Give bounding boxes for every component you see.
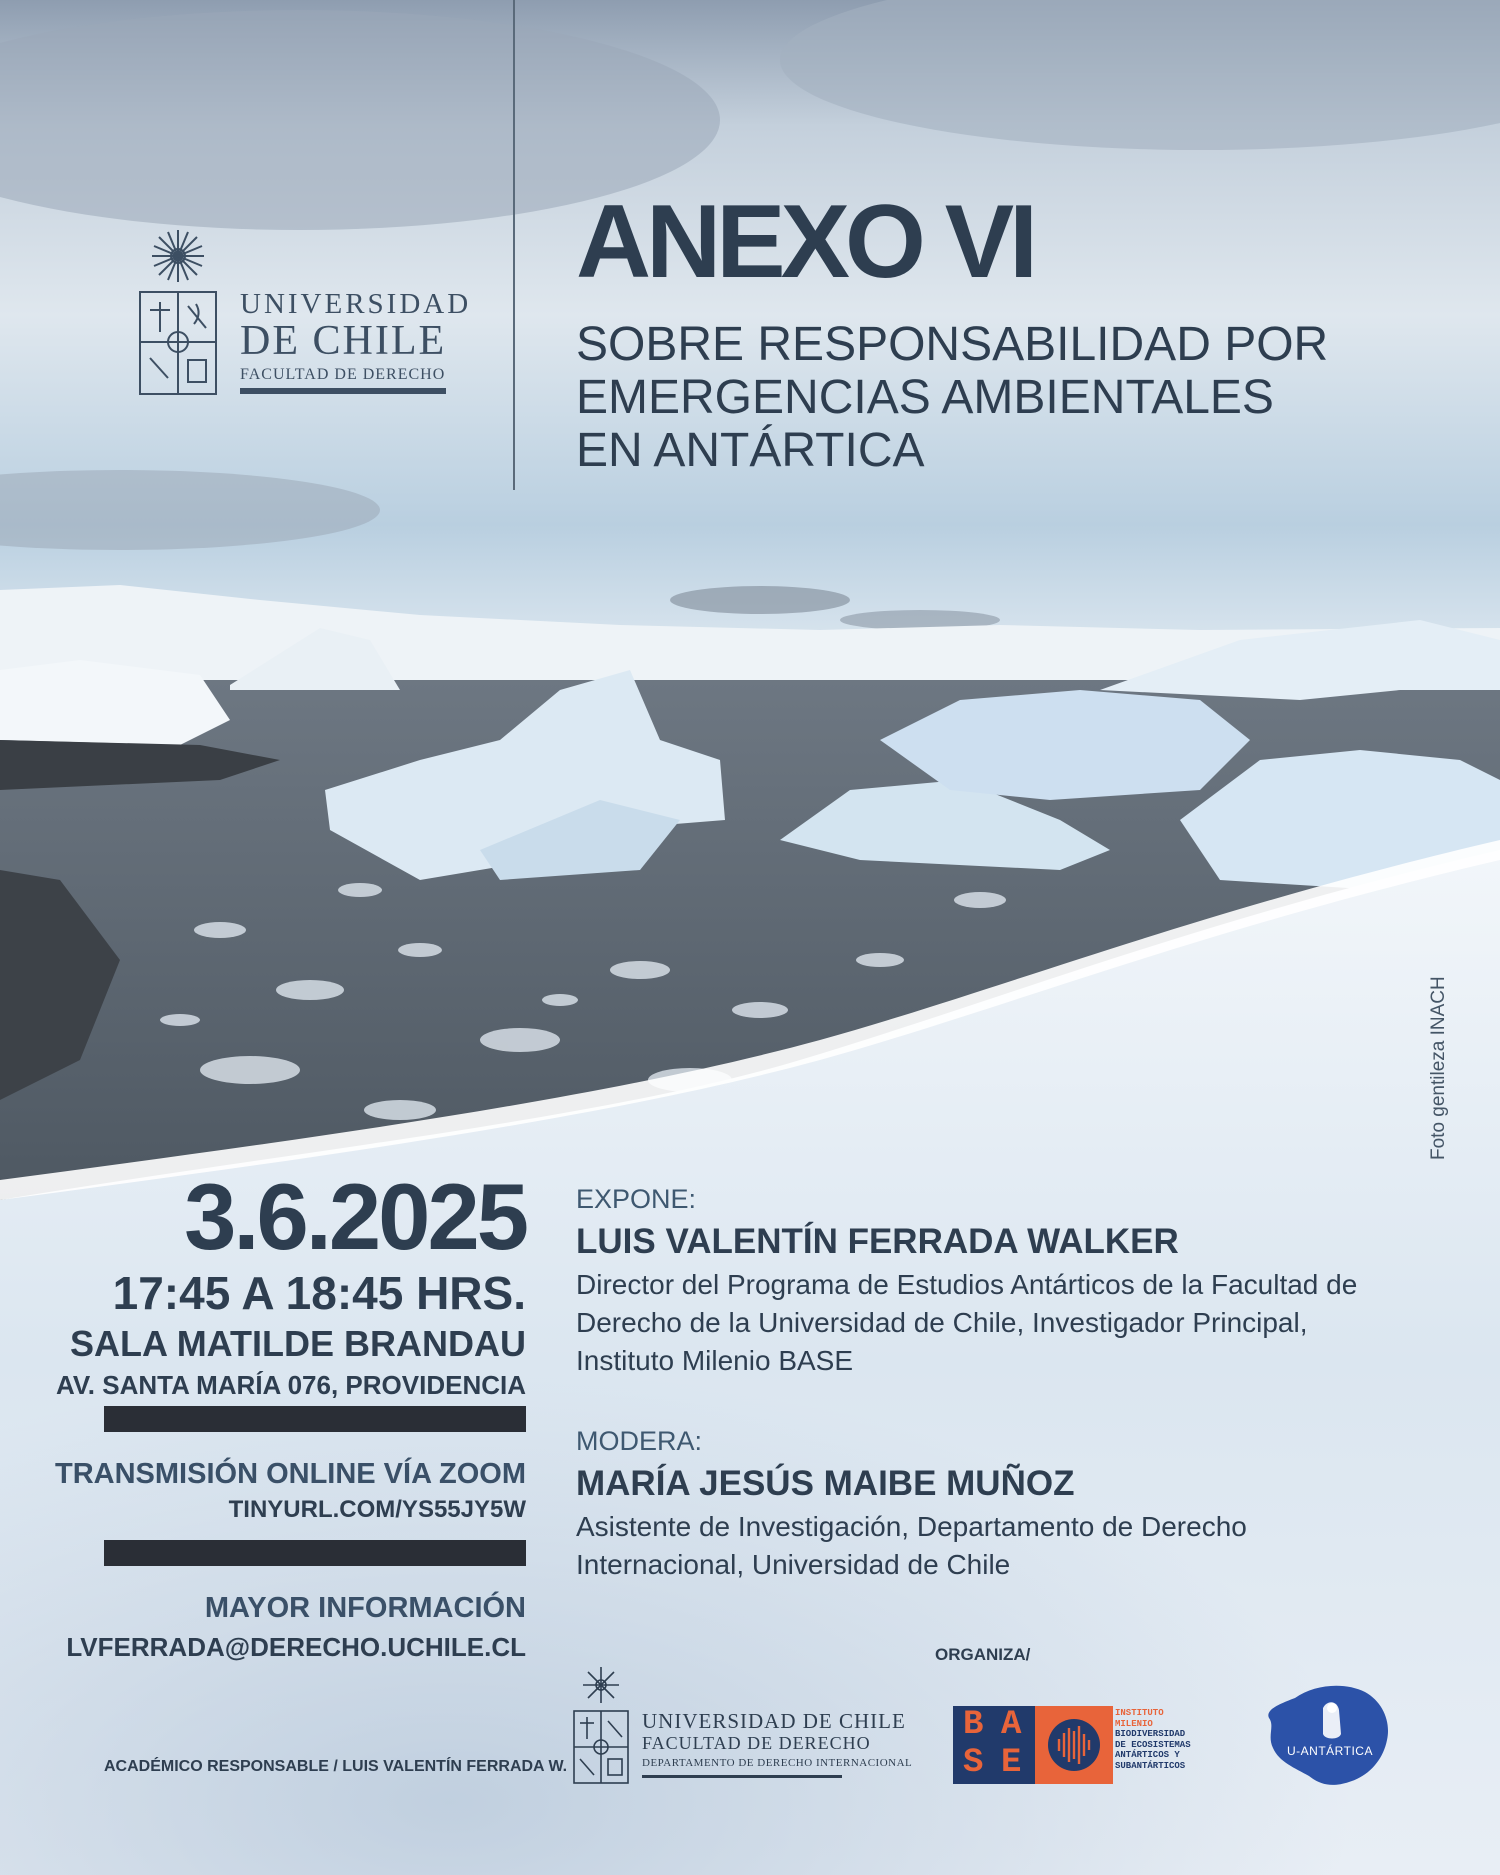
description-line: Internacional, Universidad de Chile: [576, 1549, 1011, 1580]
description-line: Derecho de la Universidad de Chile, Investigador Principal,: [576, 1307, 1308, 1338]
base-text-line: BIODIVERSIDAD: [1115, 1729, 1186, 1739]
stream-label: TRANSMISIÓN ONLINE VÍA ZOOM: [55, 1458, 526, 1490]
event-subtitle: [576, 318, 1456, 477]
moderator-name: MARÍA JESÚS MAIBE MUÑOZ: [576, 1464, 1075, 1503]
speaker-description: [576, 1266, 1456, 1380]
footer-department-name: DEPARTAMENTO DE DERECHO INTERNACIONAL: [642, 1757, 913, 1769]
u-antartica-label: U-ANTÁRTICA: [1287, 1744, 1373, 1758]
base-letter: S: [963, 1744, 984, 1782]
university-name-line1: UNIVERSIDAD: [240, 288, 472, 320]
description-line: Director del Programa de Estudios Antárticos de la Facultad de: [576, 1269, 1358, 1300]
subtitle-line: SOBRE RESPONSABILIDAD POR: [576, 318, 1329, 371]
universidad-de-chile-logo: [138, 228, 472, 398]
footer-university-name: UNIVERSIDAD DE CHILE: [642, 1709, 906, 1733]
moderator-block: [576, 1426, 1456, 1584]
base-letter: E: [1001, 1744, 1022, 1782]
base-wave-icon: [1035, 1706, 1113, 1784]
speaker-role: EXPONE:: [576, 1184, 697, 1214]
description-line: Asistente de Investigación, Departamento de Derecho: [576, 1511, 1247, 1542]
separator-bar: [104, 1406, 526, 1432]
event-date: 3.6.2025: [184, 1164, 526, 1269]
separator-bar: [104, 1540, 526, 1566]
footer-faculty-name: FACULTAD DE DERECHO: [642, 1733, 871, 1753]
header-divider: [513, 0, 515, 490]
base-text-line: ANTÁRTICOS Y: [1115, 1750, 1180, 1760]
event-time: 17:45 A 18:45 HRS.: [112, 1267, 526, 1319]
organiza-label: ORGANIZA/: [935, 1645, 1031, 1664]
base-letter: B: [963, 1706, 984, 1744]
moderator-role: MODERA:: [576, 1426, 703, 1456]
base-text-line: MILENIO: [1115, 1718, 1153, 1729]
event-address: AV. SANTA MARÍA 076, PROVIDENCIA: [55, 1370, 526, 1400]
event-venue: SALA MATILDE BRANDAU: [70, 1323, 526, 1364]
antarctica-map-icon: [1265, 1678, 1395, 1790]
base-text-line: DE ECOSISTEMAS: [1115, 1739, 1191, 1750]
event-title: ANEXO VI: [576, 184, 1033, 300]
info-email-link[interactable]: LVFERRADA@DERECHO.UCHILE.CL: [66, 1632, 526, 1662]
stream-link[interactable]: TINYURL.COM/YS55JY5W: [228, 1496, 526, 1523]
university-name-line2: DE CHILE: [240, 318, 447, 364]
base-letters: [953, 1706, 1035, 1784]
photo-credit: Foto gentileza INACH: [1428, 976, 1449, 1160]
footer-universidad-logo: [572, 1665, 913, 1785]
speaker-name: LUIS VALENTÍN FERRADA WALKER: [576, 1222, 1179, 1261]
info-label: MAYOR INFORMACIÓN: [204, 1592, 526, 1624]
subtitle-line: EMERGENCIAS AMBIENTALES: [576, 371, 1274, 424]
faculty-name: FACULTAD DE DERECHO: [240, 366, 446, 383]
instituto-milenio-base-logo: [953, 1706, 1205, 1784]
university-crest-icon: [138, 228, 220, 398]
base-institute-text: [1115, 1708, 1191, 1771]
academic-responsible: ACADÉMICO RESPONSABLE / LUIS VALENTÍN FERRADA W.: [104, 1758, 568, 1775]
speaker-block: [576, 1184, 1456, 1380]
base-text-line: INSTITUTO: [1115, 1708, 1164, 1718]
footer-logo-underline: [642, 1775, 842, 1778]
base-letter: A: [1001, 1706, 1022, 1744]
u-antartica-logo: [1265, 1678, 1395, 1790]
university-crest-icon: [572, 1665, 630, 1785]
base-text-line: SUBANTÁRTICOS: [1115, 1760, 1186, 1771]
logo-underline: [240, 388, 446, 394]
subtitle-line: EN ANTÁRTICA: [576, 424, 925, 477]
description-line: Instituto Milenio BASE: [576, 1345, 854, 1376]
moderator-description: [576, 1508, 1456, 1584]
